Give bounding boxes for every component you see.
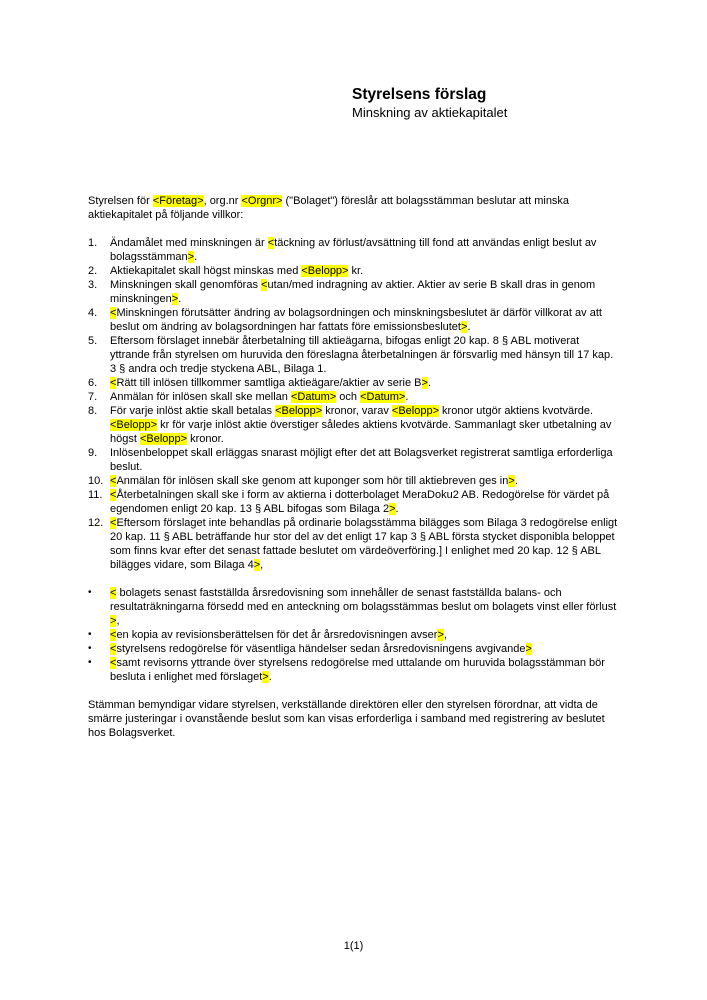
text-segment: bolagets senast fastställda årsredovisning som innehåller de senast fastställda balans- och resultaträkningarna försedd med en anteckning om bolagsstämmas beslut om bolagets vinst eller förlust [110, 587, 617, 613]
text-segment: Eftersom förslaget innebär återbetalning till aktieägarna, bifogas enligt 20 kap. 8 § ABL motiverat yttrande från styrelsen om huruvida den föreslagna återbetalningen är försvarlig med hänsyn till 17 kap. 3 § andra och tredje styckena ABL, Bilaga 1. [110, 335, 614, 375]
placeholder-highlight: > [437, 629, 444, 641]
text-segment: kronor, varav [322, 405, 392, 417]
placeholder-highlight: <Belopp> [391, 405, 439, 417]
placeholder-highlight: < [110, 489, 117, 501]
placeholder-highlight: > [525, 643, 532, 655]
bullet-list-item [88, 586, 620, 628]
item-number: 3. [88, 279, 98, 291]
text-segment: kronor utgör aktiens kvotvärde. [439, 405, 594, 417]
placeholder-highlight: > [461, 321, 468, 333]
page-number: 1(1) [343, 940, 364, 952]
text-segment: Ändamålet med minskningen är [110, 237, 268, 249]
text-segment: kronor. [187, 433, 224, 445]
numbered-list-item [88, 446, 620, 474]
text-segment: . [194, 251, 198, 263]
placeholder-highlight: <Datum> [290, 391, 337, 403]
document-title: Styrelsens förslag [352, 86, 487, 103]
bullet-list [88, 586, 620, 684]
numbered-list-item [88, 376, 620, 390]
text-segment: . [427, 377, 431, 389]
placeholder-highlight: <Belopp> [110, 419, 158, 431]
numbered-list-item [88, 334, 620, 376]
item-text [110, 334, 620, 376]
placeholder-highlight: <Belopp> [301, 265, 349, 277]
placeholder-highlight: <Belopp> [275, 405, 323, 417]
text-segment: , [443, 629, 447, 641]
text-segment: ("Bolaget") föreslår att bolagsstämman beslutar att minska aktiekapitalet på följande villkor: [88, 195, 570, 221]
text-segment: För varje inlöst aktie skall betalas [110, 405, 276, 417]
text-segment: Eftersom förslaget inte behandlas på ordinarie bolagsstämma bilägges som Bilaga 3 redogörelse enligt 20 kap. 11 § ABL beträffande hur stor del av det enligt 17 kap 3 § ABL första stycket disponibla beloppet som finns kvar efter det senast fattade beslutet om värdeöverföring.] I enlighet med 20 kap. 12 § ABL bilägges vidare, som Bilaga 4 [110, 517, 618, 571]
item-text [110, 474, 620, 488]
placeholder-highlight: < [261, 279, 268, 291]
text-segment: styrelsens redogörelse för väsentliga händelser sedan årsredovisningens avgivande [116, 643, 526, 655]
closing-paragraph [88, 698, 620, 740]
placeholder-highlight: > [508, 475, 515, 487]
text-segment: Anmälan för inlösen skall ske mellan [110, 391, 291, 403]
text-segment: . [405, 391, 409, 403]
item-text [110, 628, 620, 642]
text-segment: utan/med indragning av aktier. Aktier av serie B skall dras in genom minskningen [110, 279, 596, 305]
item-text [110, 516, 620, 572]
item-number: 5. [88, 335, 98, 347]
document-body [88, 194, 620, 740]
placeholder-highlight: > [253, 559, 261, 571]
placeholder-highlight: > [171, 293, 179, 305]
text-segment: , org.nr [203, 195, 242, 207]
placeholder-highlight: < [110, 307, 117, 319]
numbered-list-item [88, 236, 620, 264]
item-number: 10. [88, 475, 104, 487]
placeholder-highlight: <Orgnr> [241, 195, 283, 207]
item-text [110, 306, 620, 334]
text-segment: , [260, 559, 264, 571]
item-number: 11. [88, 489, 103, 501]
numbered-list-item [88, 474, 620, 488]
placeholder-highlight: < [110, 643, 117, 655]
item-number: 7. [88, 391, 98, 403]
item-number: 6. [88, 377, 98, 389]
item-text [110, 446, 620, 474]
item-text [110, 390, 620, 404]
item-number: 1. [88, 237, 98, 249]
item-text [110, 656, 620, 684]
placeholder-highlight: < [110, 587, 117, 599]
item-text [110, 376, 620, 390]
item-number: 9. [88, 447, 98, 459]
item-text [110, 488, 620, 516]
placeholder-highlight: < [110, 475, 117, 487]
placeholder-highlight: > [389, 503, 396, 515]
item-text [110, 278, 620, 306]
numbered-list [88, 236, 620, 572]
placeholder-highlight: < [110, 629, 117, 641]
placeholder-highlight: <Belopp> [139, 433, 188, 445]
text-segment: en kopia av revisionsberättelsen för det år årsredovisningen avser [116, 629, 438, 641]
text-segment: . [514, 475, 518, 487]
text-segment: . [395, 503, 399, 515]
numbered-list-item [88, 390, 620, 404]
placeholder-highlight: > [187, 251, 195, 263]
text-segment: kr för varje inlöst aktie överstiger således aktiens kvotvärde. Sammanlagt sker utbetalning av högst [110, 419, 612, 445]
numbered-list-item [88, 516, 620, 572]
item-text [110, 236, 620, 264]
placeholder-highlight: < [267, 237, 275, 249]
text-segment: Rätt till inlösen tillkommer samtliga aktieägare/aktier av serie B [116, 377, 422, 389]
bullet-list-item [88, 628, 620, 642]
title-block [352, 0, 707, 121]
bullet-list-item [88, 656, 620, 684]
text-segment: och [336, 391, 361, 403]
bullet-icon: • [88, 629, 92, 640]
bullet-icon: • [88, 643, 92, 654]
text-segment: . [268, 671, 272, 683]
placeholder-highlight: > [421, 377, 428, 389]
text-segment: Styrelsen för [88, 195, 153, 207]
text-segment: Stämman bemyndigar vidare styrelsen, verkställande direktören eller den styrelsen förordnar, att vidta de smärre justeringar i ovanstående beslut som kan visas erforderliga i samband med registrering av beslutet hos Bolagsverket. [88, 699, 605, 739]
text-segment: kr. [348, 265, 364, 277]
text-segment: täckning av förlust/avsättning till fond att användas enligt beslut av bolagsstämman [110, 237, 597, 263]
text-segment: , [116, 615, 120, 627]
text-segment: . [178, 293, 182, 305]
item-number: 4. [88, 307, 98, 319]
numbered-list-item [88, 404, 620, 446]
text-segment: samt revisorns yttrande över styrelsens redogörelse med uttalande om huruvida bolagsstämman bör besluta i enlighet med förslaget [110, 657, 605, 683]
placeholder-highlight: > [110, 615, 117, 627]
item-number: 8. [88, 405, 98, 417]
text-segment: Återbetalningen skall ske i form av aktierna i dotterbolaget MeraDoku2 AB. Redogörelse för värdet på egendomen enligt 20 kap. 13 § ABL bifogas som Bilaga 2 [110, 489, 610, 515]
text-segment: Minskningen skall genomföras [110, 279, 262, 291]
text-segment: Anmälan för inlösen skall ske genom att kuponger som hör till aktiebreven ges in [116, 475, 509, 487]
item-text [110, 586, 620, 628]
text-segment: Inlösenbeloppet skall erläggas snarast möjligt efter det att Bolagsverket registrerat samtliga erforderliga beslut. [110, 447, 613, 473]
item-text [110, 642, 620, 656]
item-number: 2. [88, 265, 98, 277]
numbered-list-item [88, 306, 620, 334]
intro-paragraph [88, 194, 620, 222]
item-number: 12. [88, 517, 104, 529]
placeholder-highlight: < [110, 377, 117, 389]
item-text [110, 404, 620, 446]
numbered-list-item [88, 264, 620, 278]
bullet-icon: • [88, 587, 92, 598]
placeholder-highlight: > [262, 671, 269, 683]
placeholder-highlight: <Företag> [152, 195, 204, 207]
bullet-list-item [88, 642, 620, 656]
placeholder-highlight: < [110, 517, 117, 529]
text-segment: . [467, 321, 471, 333]
placeholder-highlight: < [110, 657, 117, 669]
item-text [110, 264, 620, 278]
bullet-icon: • [88, 657, 92, 668]
text-segment: Aktiekapitalet skall högst minskas med [110, 265, 302, 277]
document-subtitle: Minskning av aktiekapitalet [352, 105, 508, 120]
text-segment: Minskningen förutsätter ändring av bolagsordningen och minskningsbeslutet är därför villkorat av att beslut om ändring av bolagsordningen har fattats före emissionsbeslutet [110, 307, 602, 333]
placeholder-highlight: <Datum> [360, 391, 406, 403]
numbered-list-item [88, 488, 620, 516]
numbered-list-item [88, 278, 620, 306]
